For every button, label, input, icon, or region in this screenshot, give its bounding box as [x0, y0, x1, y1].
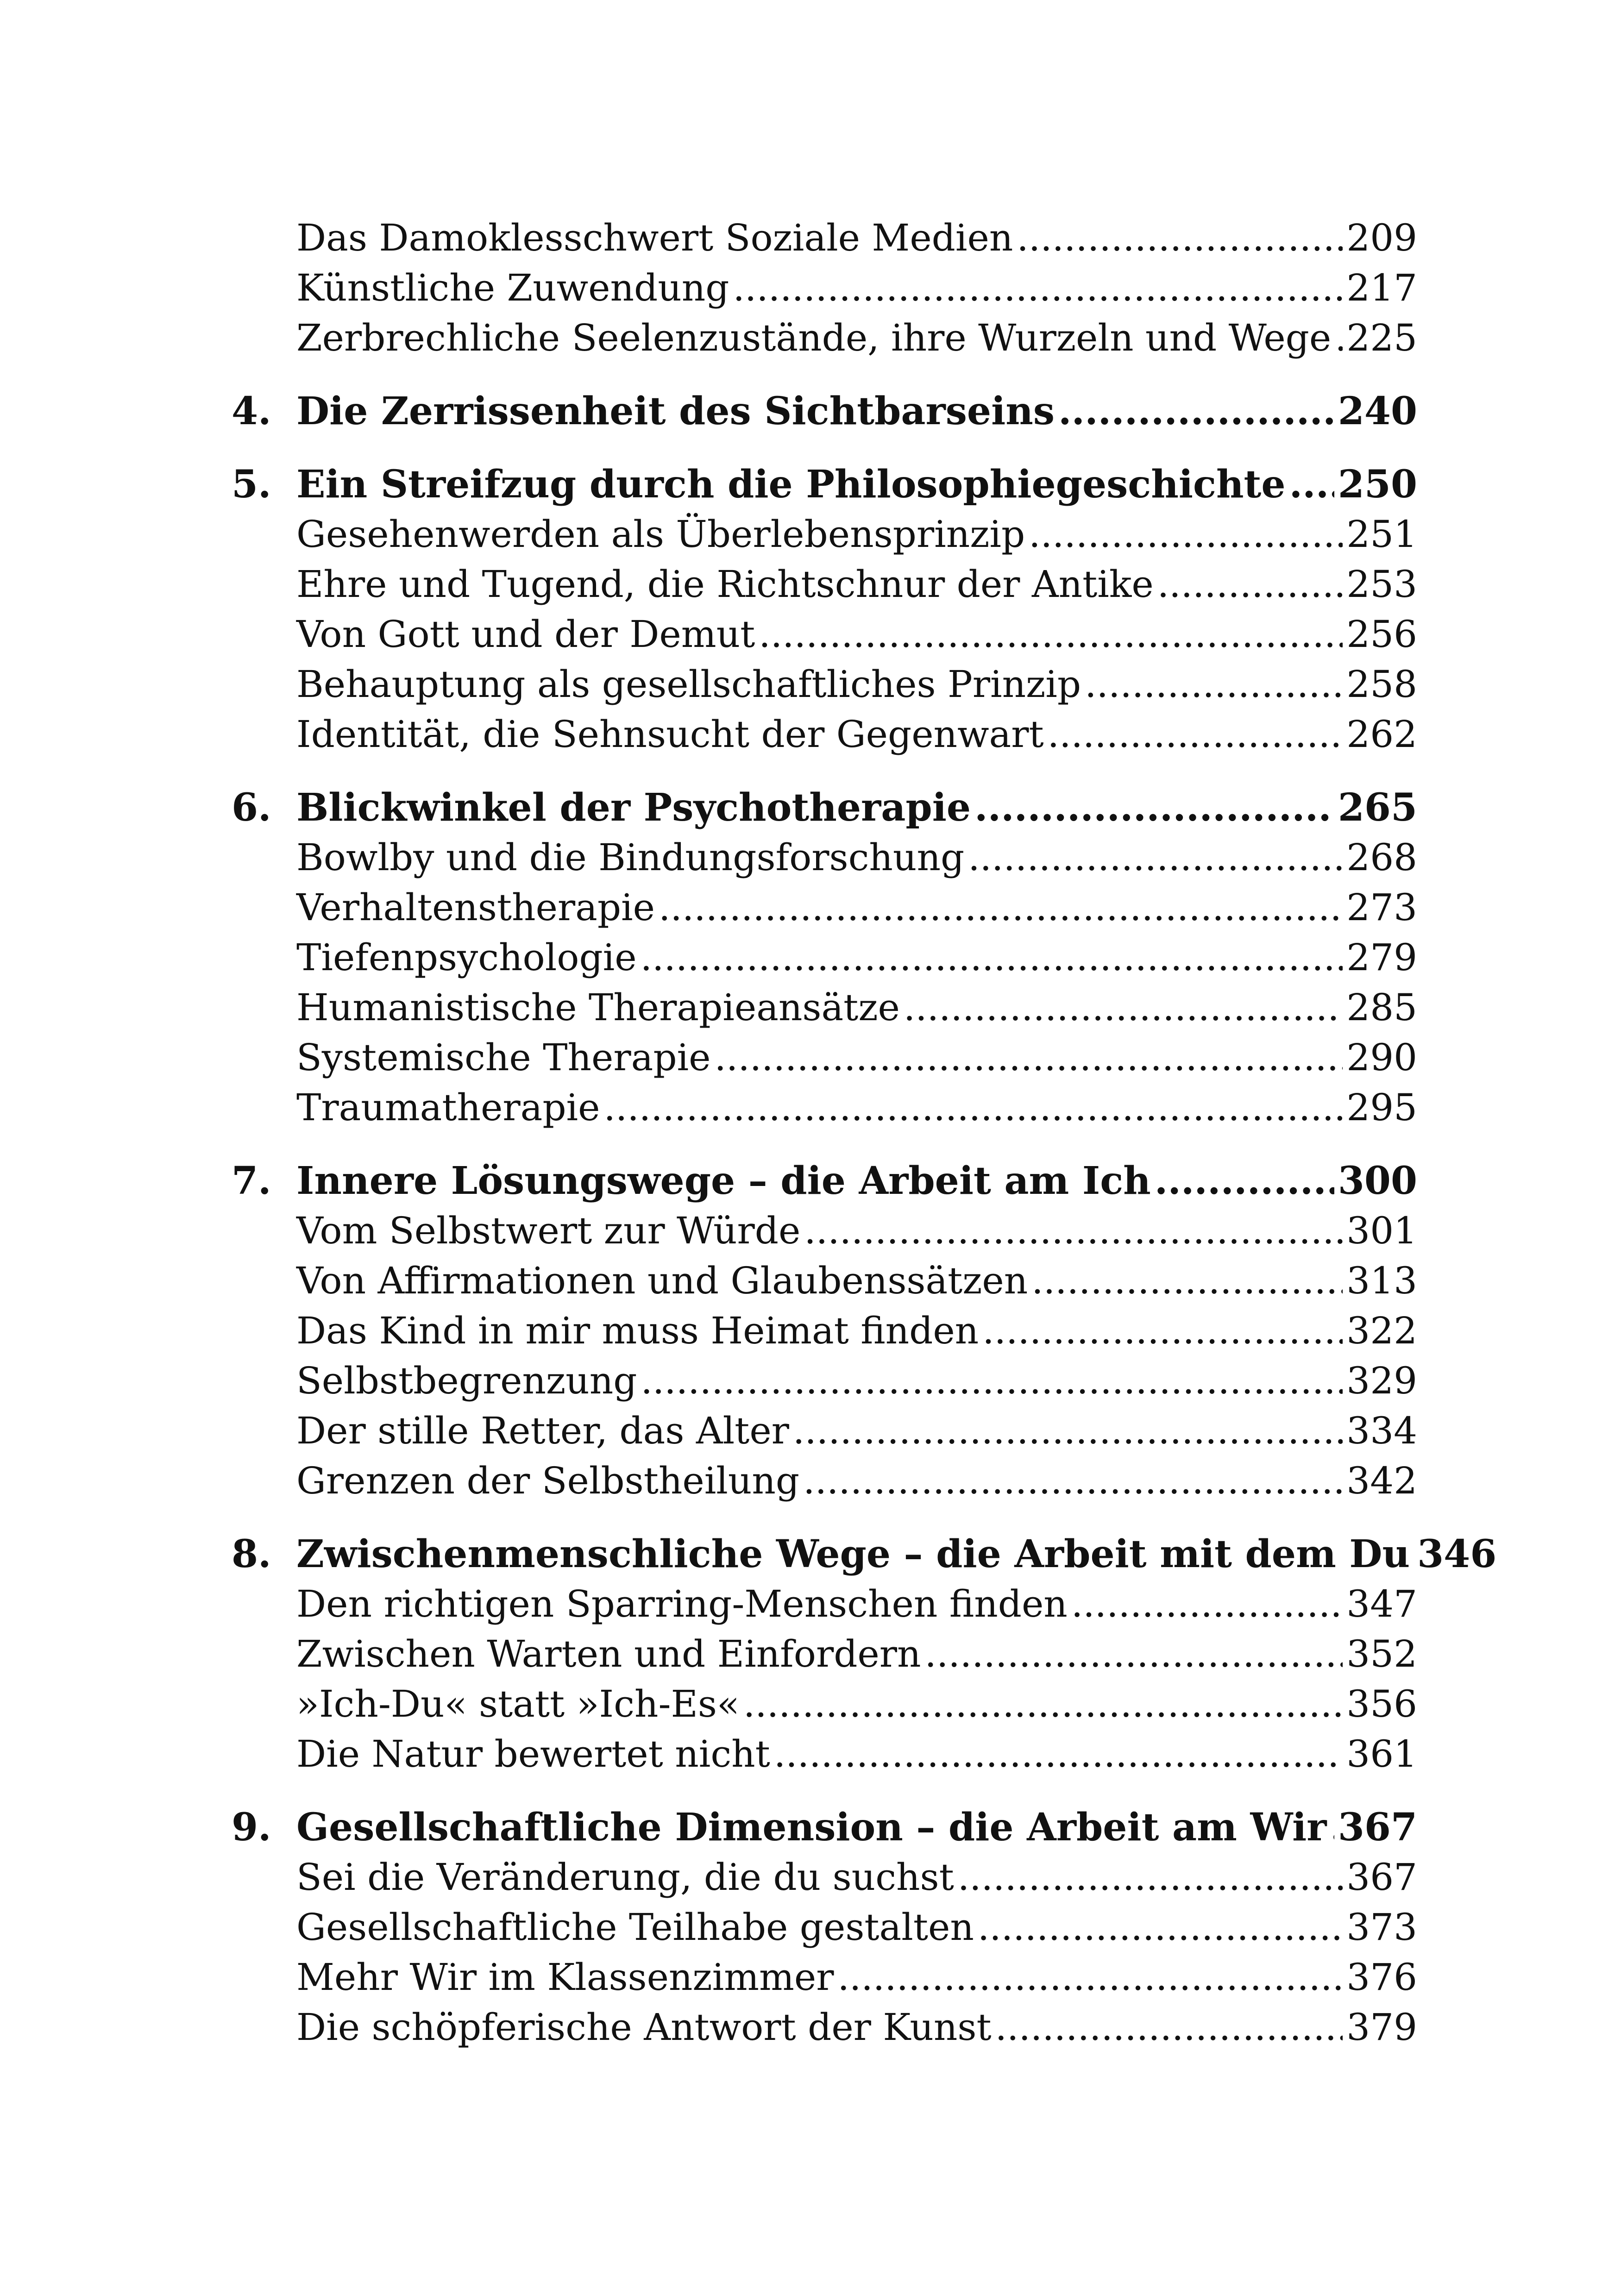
- toc-entry-row: [232, 933, 1417, 983]
- dot-leader: [759, 609, 1343, 659]
- chapter-page-number: 250: [1338, 462, 1417, 507]
- dot-leader: [659, 883, 1343, 933]
- entry-title: Den richtigen Sparring-Menschen finden: [296, 1582, 1068, 1625]
- dot-leader: [995, 2002, 1343, 2052]
- toc-section: [232, 213, 1417, 363]
- toc-entry-row: [232, 1902, 1417, 1952]
- toc-section: [232, 459, 1417, 759]
- toc-chapter-row: [232, 1529, 1497, 1579]
- entry-title: Ehre und Tugend, die Richtschnur der Antike: [296, 563, 1154, 606]
- chapter-page-number: 240: [1338, 389, 1417, 433]
- dot-leader: [1289, 459, 1334, 509]
- entry-page-number: 347: [1346, 1582, 1417, 1625]
- toc-entry-row: [232, 1729, 1417, 1779]
- dot-leader: [968, 833, 1343, 883]
- toc-section: [232, 1529, 1497, 1779]
- toc-entry-row: [232, 1456, 1417, 1506]
- toc-entry-row: [232, 659, 1417, 709]
- chapter-number: 6.: [232, 785, 271, 830]
- dot-leader: [837, 1952, 1343, 2002]
- toc-entry-row: [232, 1083, 1417, 1133]
- entry-page-number: 279: [1346, 936, 1417, 979]
- chapter-title: Gesellschaftliche Dimension – die Arbeit am Wir: [296, 1805, 1327, 1850]
- dot-leader: [804, 1206, 1343, 1256]
- entry-page-number: 209: [1346, 216, 1417, 259]
- dot-leader: [1029, 509, 1343, 559]
- entry-title: Das Kind in mir muss Heimat finden: [296, 1309, 979, 1352]
- toc-section: [232, 386, 1417, 436]
- dot-leader: [1085, 659, 1343, 709]
- toc-entry-row: [232, 609, 1417, 659]
- chapter-number: 8.: [232, 1532, 271, 1576]
- dot-leader: [1058, 386, 1334, 436]
- toc-entry-row: [232, 1356, 1417, 1406]
- toc-chapter-row: [232, 1802, 1417, 1852]
- entry-title: Zerbrechliche Seelenzustände, ihre Wurzeln und Wege: [296, 316, 1332, 359]
- entry-page-number: 361: [1346, 1732, 1417, 1775]
- chapter-title: Zwischenmenschliche Wege – die Arbeit mit dem Du: [296, 1532, 1410, 1576]
- dot-leader: [982, 1306, 1343, 1356]
- dot-leader: [793, 1406, 1343, 1456]
- entry-page-number: 301: [1346, 1209, 1417, 1252]
- toc-entry-row: [232, 833, 1417, 883]
- toc-entry-row: [232, 313, 1417, 363]
- entry-page-number: 373: [1346, 1906, 1417, 1949]
- entry-title: Bowlby und die Bindungsforschung: [296, 836, 965, 879]
- entry-title: Systemische Therapie: [296, 1036, 711, 1079]
- entry-page-number: 313: [1346, 1259, 1417, 1302]
- entry-page-number: 376: [1346, 1956, 1417, 1999]
- toc-entry-row: [232, 2002, 1417, 2052]
- toc-chapter-row: [232, 783, 1417, 833]
- entry-title: Verhaltenstherapie: [296, 886, 655, 929]
- entry-title: Gesehenwerden als Überlebensprinzip: [296, 513, 1025, 556]
- toc-entry-row: [232, 1852, 1417, 1902]
- dot-leader: [714, 1033, 1343, 1083]
- chapter-number: 7.: [232, 1159, 271, 1203]
- entry-page-number: 356: [1346, 1682, 1417, 1725]
- toc-chapter-row: [232, 459, 1417, 509]
- chapter-page-number: 346: [1417, 1532, 1497, 1576]
- entry-title: Von Gott und der Demut: [296, 613, 755, 656]
- dot-leader: [974, 783, 1334, 833]
- dot-leader: [641, 933, 1343, 983]
- table-of-contents: [232, 213, 1497, 2076]
- entry-title: Die Natur bewertet nicht: [296, 1732, 770, 1775]
- entry-title: Mehr Wir im Klassenzimmer: [296, 1956, 834, 1999]
- toc-entry-row: [232, 1306, 1417, 1356]
- entry-page-number: 334: [1346, 1409, 1417, 1452]
- entry-page-number: 322: [1346, 1309, 1417, 1352]
- entry-title: Gesellschaftliche Teilhabe gestalten: [296, 1906, 974, 1949]
- dot-leader: [733, 263, 1343, 313]
- entry-page-number: 295: [1346, 1086, 1417, 1129]
- entry-page-number: 225: [1346, 316, 1417, 359]
- entry-title: Die schöpferische Antwort der Kunst: [296, 2006, 992, 2049]
- entry-page-number: 253: [1346, 563, 1417, 606]
- chapter-number: 9.: [232, 1805, 271, 1850]
- toc-entry-row: [232, 1033, 1417, 1083]
- toc-entry-row: [232, 1952, 1417, 2002]
- entry-title: Tiefenpsychologie: [296, 936, 637, 979]
- entry-page-number: 258: [1346, 663, 1417, 706]
- toc-chapter-row: [232, 386, 1417, 436]
- chapter-page-number: 265: [1338, 785, 1417, 830]
- entry-page-number: 217: [1346, 266, 1417, 309]
- dot-leader: [925, 1629, 1343, 1679]
- dot-leader: [978, 1902, 1343, 1952]
- dot-leader: [603, 1083, 1343, 1133]
- entry-title: Der stille Retter, das Alter: [296, 1409, 789, 1452]
- entry-title: Künstliche Zuwendung: [296, 266, 729, 309]
- entry-title: Sei die Veränderung, die du suchst: [296, 1856, 954, 1899]
- toc-entry-row: [232, 509, 1417, 559]
- toc-entry-row: [232, 883, 1417, 933]
- dot-leader: [1155, 1156, 1334, 1206]
- entry-title: Grenzen der Selbstheilung: [296, 1459, 800, 1502]
- entry-page-number: 273: [1346, 886, 1417, 929]
- toc-chapter-row: [232, 1156, 1417, 1206]
- entry-page-number: 342: [1346, 1459, 1417, 1502]
- toc-entry-row: [232, 263, 1417, 313]
- chapter-title: Die Zerrissenheit des Sichtbarseins: [296, 389, 1055, 433]
- dot-leader: [1017, 213, 1343, 263]
- entry-title: Humanistische Therapieansätze: [296, 986, 900, 1029]
- entry-title: Selbstbegrenzung: [296, 1359, 637, 1402]
- toc-section: [232, 783, 1417, 1133]
- toc-entry-row: [232, 1679, 1417, 1729]
- entry-title: Vom Selbstwert zur Würde: [296, 1209, 801, 1252]
- toc-entry-row: [232, 709, 1417, 759]
- toc-entry-row: [232, 1579, 1417, 1629]
- dot-leader: [641, 1356, 1343, 1406]
- chapter-number: 5.: [232, 462, 271, 507]
- entry-page-number: 262: [1346, 713, 1417, 756]
- entry-page-number: 290: [1346, 1036, 1417, 1079]
- toc-section: [232, 1802, 1417, 2052]
- dot-leader: [1071, 1579, 1343, 1629]
- chapter-title: Ein Streifzug durch die Philosophiegeschichte: [296, 462, 1286, 507]
- chapter-number: 4.: [232, 389, 271, 433]
- toc-entry-row: [232, 213, 1417, 263]
- entry-title: Von Affirmationen und Glaubenssätzen: [296, 1259, 1028, 1302]
- dot-leader: [1331, 1802, 1334, 1852]
- toc-entry-row: [232, 559, 1417, 609]
- toc-entry-row: [232, 1256, 1417, 1306]
- entry-page-number: 285: [1346, 986, 1417, 1029]
- entry-title: »Ich-Du« statt »Ich-Es«: [296, 1682, 740, 1725]
- dot-leader: [1031, 1256, 1343, 1306]
- chapter-page-number: 300: [1338, 1159, 1417, 1203]
- toc-entry-row: [232, 1406, 1417, 1456]
- dot-leader: [904, 983, 1343, 1033]
- entry-page-number: 379: [1346, 2006, 1417, 2049]
- entry-page-number: 251: [1346, 513, 1417, 556]
- dot-leader: [1157, 559, 1343, 609]
- chapter-title: Blickwinkel der Psychotherapie: [296, 785, 971, 830]
- entry-page-number: 367: [1346, 1856, 1417, 1899]
- entry-title: Behauptung als gesellschaftliches Prinzip: [296, 663, 1081, 706]
- toc-entry-row: [232, 1629, 1417, 1679]
- toc-entry-row: [232, 1206, 1417, 1256]
- entry-title: Traumatherapie: [296, 1086, 600, 1129]
- dot-leader: [774, 1729, 1343, 1779]
- chapter-title: Innere Lösungswege – die Arbeit am Ich: [296, 1159, 1151, 1203]
- entry-page-number: 352: [1346, 1632, 1417, 1675]
- dot-leader: [1335, 313, 1343, 363]
- entry-page-number: 268: [1346, 836, 1417, 879]
- entry-page-number: 256: [1346, 613, 1417, 656]
- entry-page-number: 329: [1346, 1359, 1417, 1402]
- entry-title: Identität, die Sehnsucht der Gegenwart: [296, 713, 1044, 756]
- toc-section: [232, 1156, 1417, 1506]
- toc-entry-row: [232, 983, 1417, 1033]
- dot-leader: [1048, 709, 1343, 759]
- dot-leader: [958, 1852, 1343, 1902]
- entry-title: Das Damoklesschwert Soziale Medien: [296, 216, 1013, 259]
- chapter-page-number: 367: [1338, 1805, 1417, 1850]
- dot-leader: [803, 1456, 1343, 1506]
- entry-title: Zwischen Warten und Einfordern: [296, 1632, 921, 1675]
- dot-leader: [743, 1679, 1343, 1729]
